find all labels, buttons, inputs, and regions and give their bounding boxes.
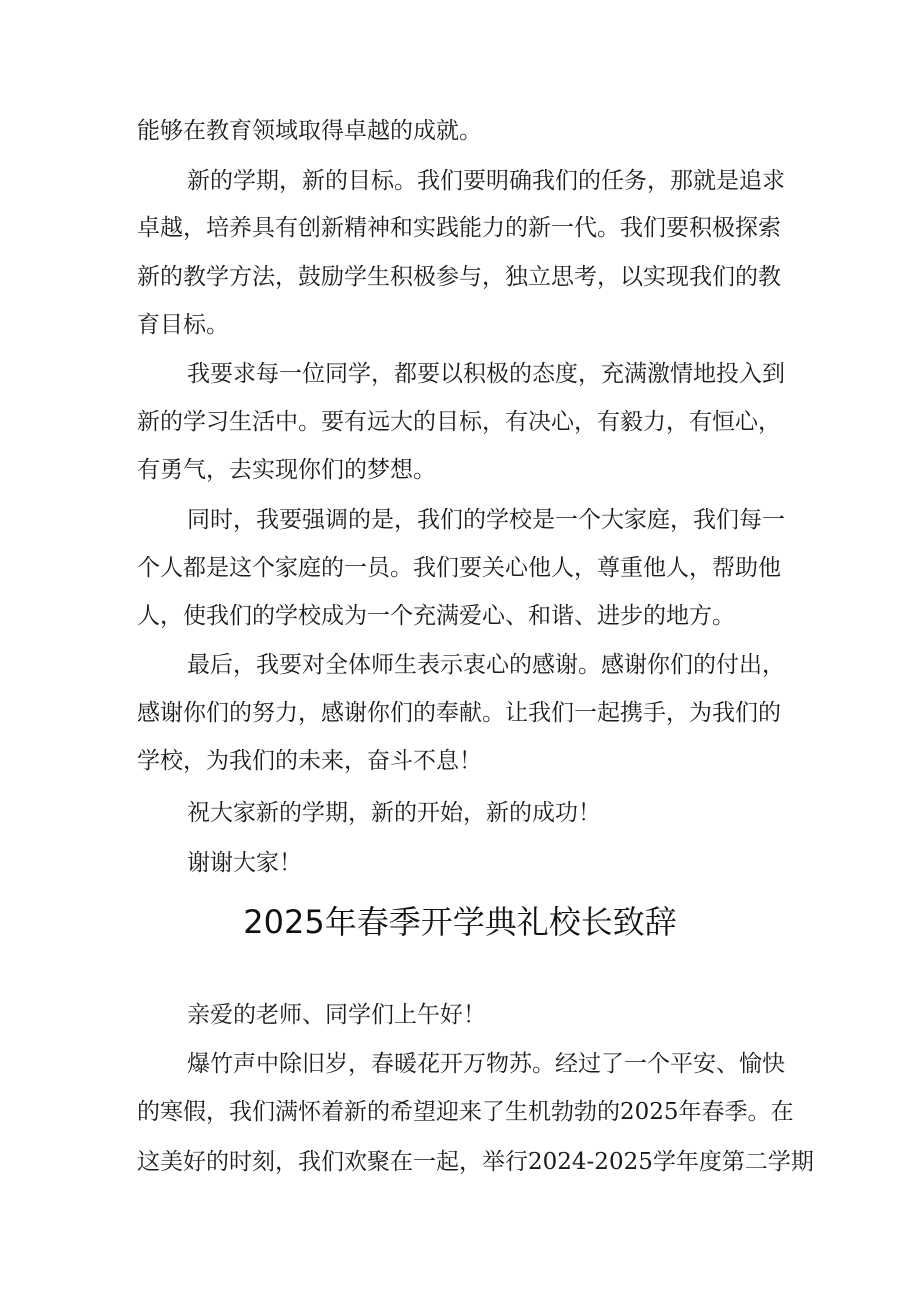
text-line: 学校，为我们的未来，奋斗不息！ xyxy=(137,748,482,774)
text-line: 个人都是这个家庭的一员。我们要关心他人，尊重他人，帮助他 xyxy=(137,555,781,581)
text-line: 新的学习生活中。要有远大的目标，有决心，有毅力，有恒心， xyxy=(137,409,781,435)
text-line: 能够在教育领域取得卓越的成就。 xyxy=(137,118,482,144)
text-line: 有勇气，去实现你们的梦想。 xyxy=(137,457,436,483)
text-line: 新的教学方法，鼓励学生积极参与，独立思考，以实现我们的教 xyxy=(137,264,781,290)
paragraph-first-line: 我要求每一位同学，都要以积极的态度，充满激情地投入到 xyxy=(187,361,785,387)
text-line: 人，使我们的学校成为一个充满爱心、和谐、进步的地方。 xyxy=(137,603,735,629)
text-line: 的寒假，我们满怀着新的希望迎来了生机勃勃的2025年春季。在 xyxy=(137,1099,794,1125)
closing-line: 谢谢大家！ xyxy=(187,850,302,876)
text-line: 这美好的时刻，我们欢聚在一起，举行2024-2025学年度第二学期 xyxy=(137,1149,814,1175)
paragraph-first-line: 同时，我要强调的是，我们的学校是一个大家庭，我们每一 xyxy=(187,507,785,533)
paragraph-first-line: 爆竹声中除旧岁，春暖花开万物苏。经过了一个平安、愉快 xyxy=(187,1051,785,1077)
text-line: 感谢你们的努力，感谢你们的奉献。让我们一起携手，为我们的 xyxy=(137,700,781,726)
greeting-line: 亲爱的老师、同学们上午好！ xyxy=(187,1002,486,1028)
paragraph-first-line: 新的学期，新的目标。我们要明确我们的任务，那就是追求 xyxy=(187,168,785,194)
text-line: 卓越，培养具有创新精神和实践能力的新一代。我们要积极探索 xyxy=(137,215,781,241)
text-line: 育目标。 xyxy=(137,312,229,338)
speech-title: 2025年春季开学典礼校长致辞 xyxy=(243,903,677,941)
paragraph-first-line: 最后，我要对全体师生表示衷心的感谢。感谢你们的付出， xyxy=(187,652,785,678)
paragraph-first-line: 祝大家新的学期，新的开始，新的成功！ xyxy=(187,800,601,826)
